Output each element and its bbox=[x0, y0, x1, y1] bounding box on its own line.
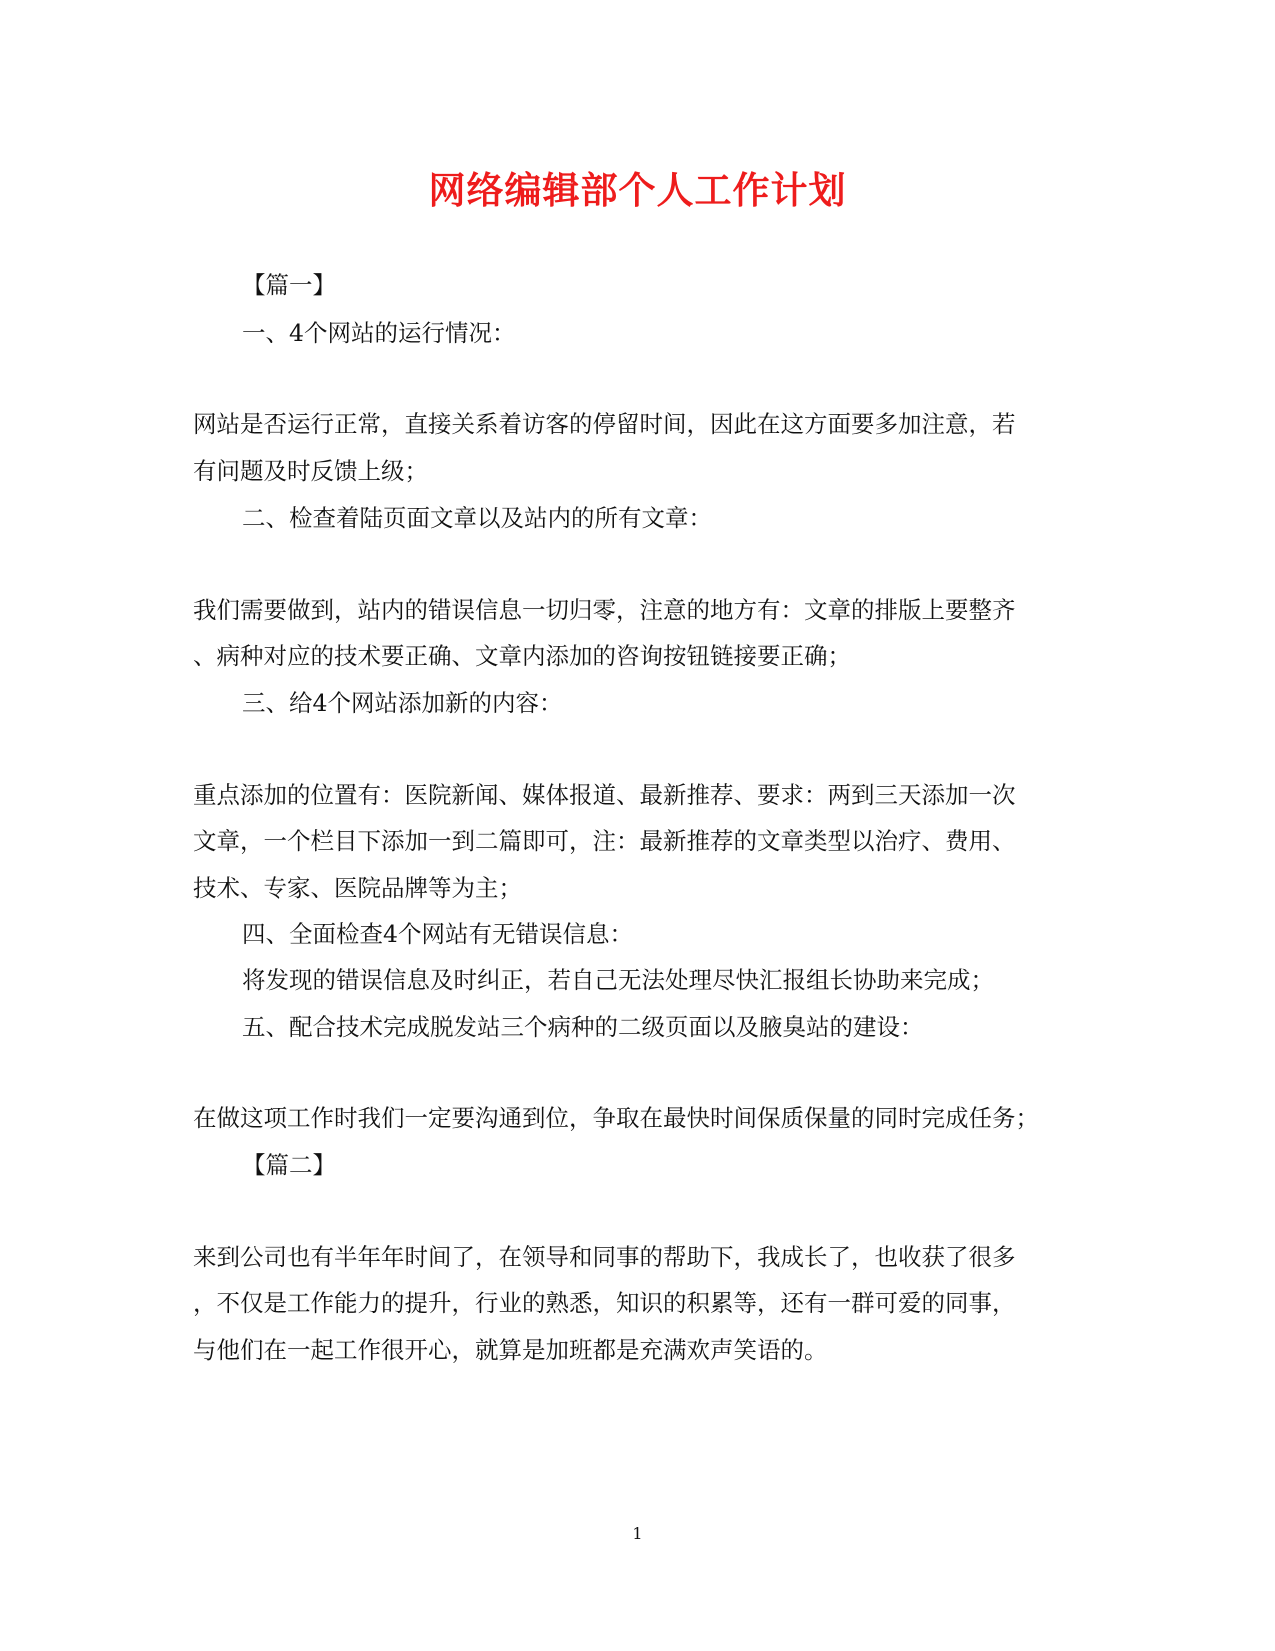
paragraph-line: 有问题及时反馈上级； bbox=[193, 457, 428, 485]
paragraph-line: 文章，一个栏目下添加一到二篇即可，注：最新推荐的文章类型以治疗、费用、 bbox=[193, 827, 1016, 855]
paragraph-line: 重点添加的位置有：医院新闻、媒体报道、最新推荐、要求：两到三天添加一次 bbox=[193, 781, 1016, 809]
document-title: 网络编辑部个人工作计划 bbox=[428, 168, 847, 212]
section-heading-1: 【篇一】 bbox=[242, 271, 336, 299]
paragraph-line: 来到公司也有半年年时间了，在领导和同事的帮助下，我成长了，也收获了很多 bbox=[193, 1243, 1016, 1271]
paragraph-line: 、病种对应的技术要正确、文章内添加的咨询按钮链接要正确； bbox=[193, 642, 851, 670]
paragraph-line: ，不仅是工作能力的提升，行业的熟悉，知识的积累等，还有一群可爱的同事， bbox=[193, 1289, 1016, 1317]
item-heading-2: 二、检查着陆页面文章以及站内的所有文章： bbox=[242, 504, 712, 532]
paragraph-line: 将发现的错误信息及时纠正，若自己无法处理尽快汇报组长协助来完成； bbox=[242, 966, 994, 994]
item-heading-4: 四、全面检查4个网站有无错误信息： bbox=[242, 920, 633, 948]
item-heading-1: 一、4个网站的运行情况： bbox=[242, 319, 516, 347]
paragraph-line: 技术、专家、医院品牌等为主； bbox=[193, 874, 522, 902]
paragraph-line: 与他们在一起工作很开心，就算是加班都是充满欢声笑语的。 bbox=[193, 1336, 828, 1364]
paragraph-line: 在做这项工作时我们一定要沟通到位，争取在最快时间保质保量的同时完成任务； bbox=[193, 1104, 1039, 1132]
page-number: 1 bbox=[632, 1524, 643, 1543]
section-heading-2: 【篇二】 bbox=[242, 1151, 336, 1179]
paragraph-line: 我们需要做到，站内的错误信息一切归零，注意的地方有：文章的排版上要整齐 bbox=[193, 596, 1016, 624]
item-heading-5: 五、配合技术完成脱发站三个病种的二级页面以及腋臭站的建设： bbox=[242, 1013, 924, 1041]
paragraph-line: 网站是否运行正常，直接关系着访客的停留时间，因此在这方面要多加注意，若 bbox=[193, 410, 1016, 438]
item-heading-3: 三、给4个网站添加新的内容： bbox=[242, 689, 563, 717]
